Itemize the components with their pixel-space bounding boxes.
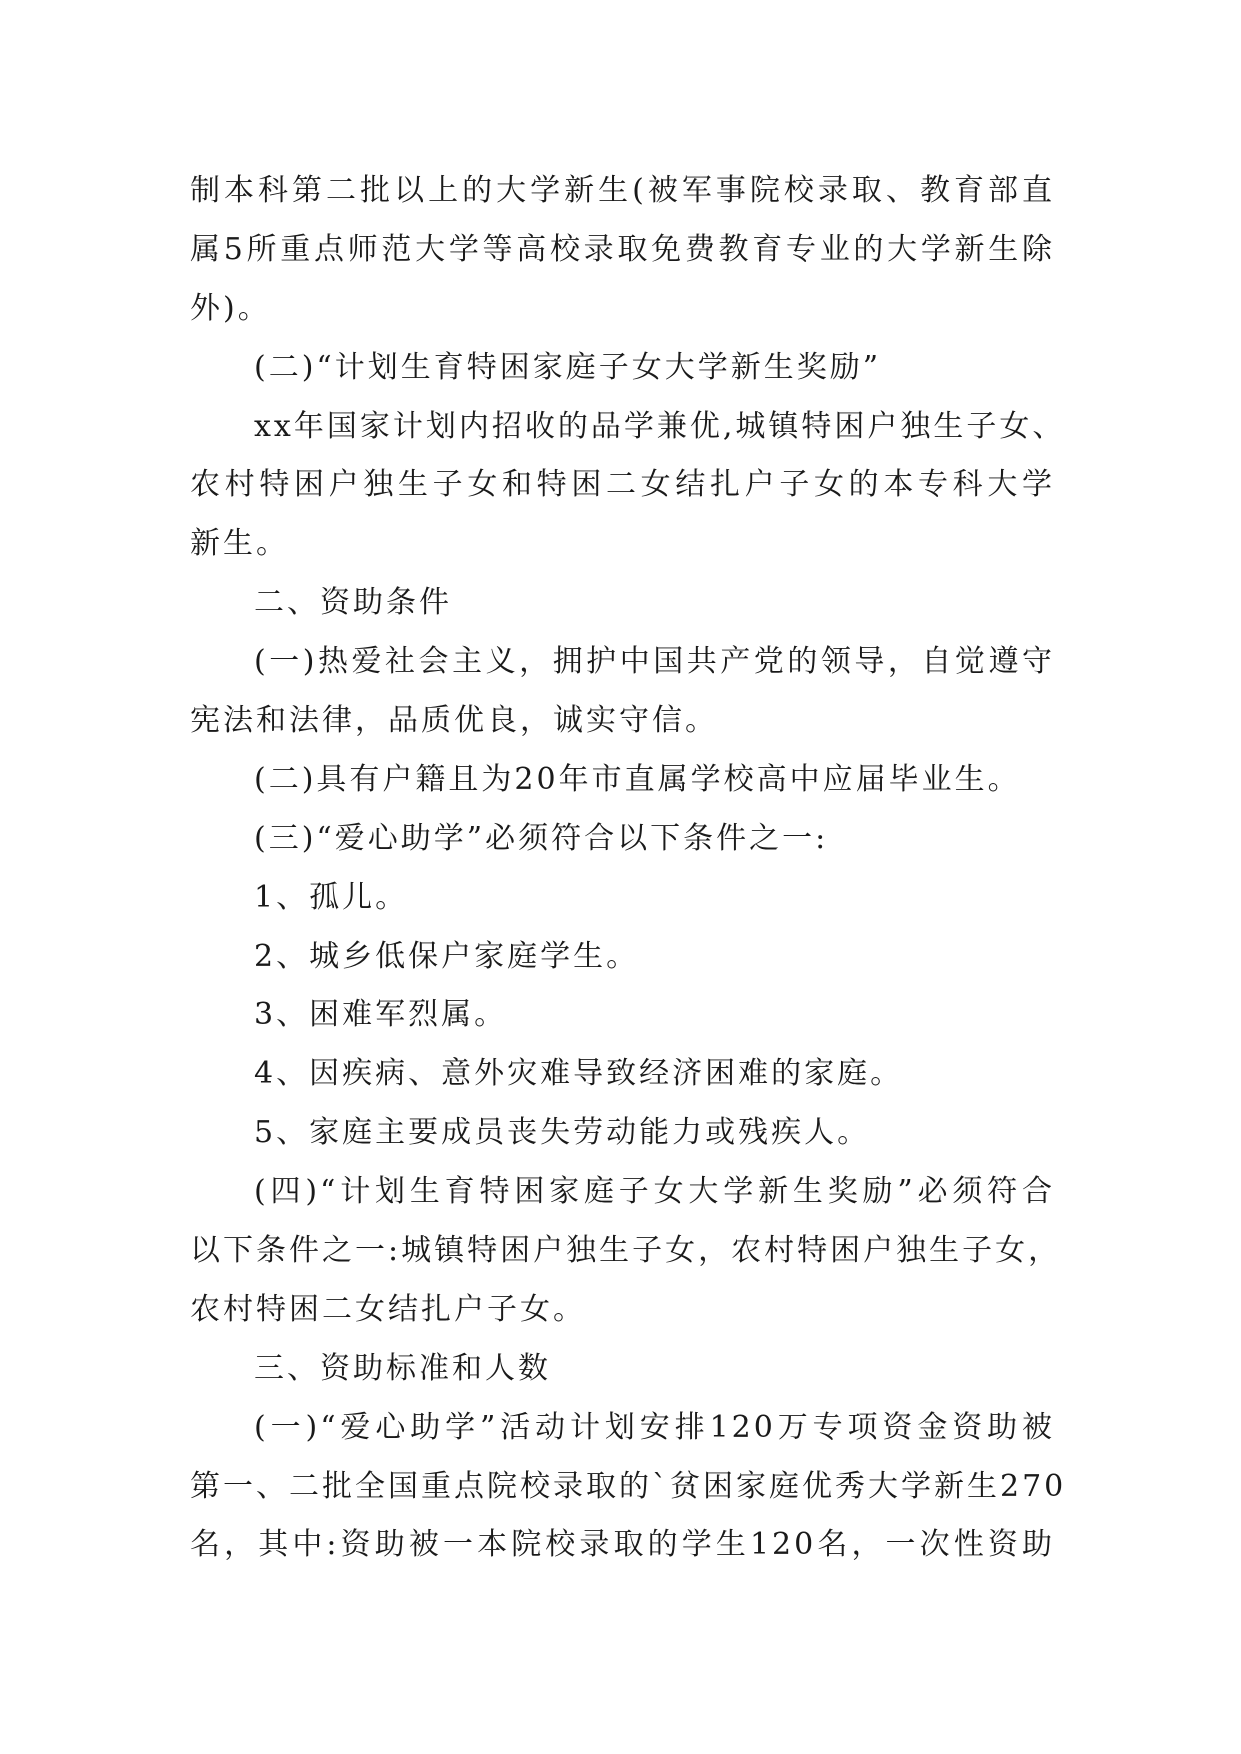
list-item-4: 4、因疾病、意外灾难导致经济困难的家庭。: [254, 1056, 904, 1092]
list-item-5: 5、家庭主要成员丧失劳动能力或残疾人。: [254, 1115, 871, 1151]
list-item-3: 3、困难军烈属。: [254, 997, 508, 1033]
text-line-10: 宪法和法律，品质优良，诚实守信。: [190, 703, 718, 739]
section-heading-2-2: (二)“计划生育特困家庭子女大学新生奖励”: [254, 349, 882, 385]
text-line-24: 名，其中:资助被一本院校录取的学生120名，一次性资助: [190, 1527, 1055, 1563]
body-text: [190, 162, 1067, 1575]
text-line-11: (二)具有户籍且为20年市直属学校高中应届毕业生。: [254, 761, 1021, 797]
text-line-2: 属5所重点师范大学等高校录取免费教育专业的大学新生除: [190, 231, 1055, 267]
text-line-12: (三)“爱心助学”必须符合以下条件之一:: [254, 820, 829, 856]
section-heading-3: 三、资助标准和人数: [254, 1350, 551, 1386]
text-line-7: 新生。: [190, 526, 289, 562]
text-line-19: 以下条件之一:城镇特困户独生子女，农村特困户独生子女，: [190, 1233, 1062, 1269]
text-line-18: (四)“计划生育特困家庭子女大学新生奖励”必须符合: [254, 1174, 1055, 1210]
text-line-22: (一)“爱心助学”活动计划安排120万专项资金资助被: [254, 1409, 1055, 1445]
text-line-23: 第一、二批全国重点院校录取的`贫困家庭优秀大学新生270: [190, 1468, 1067, 1504]
text-line-20: 农村特困二女结扎户子女。: [190, 1291, 586, 1327]
text-line-1: 制本科第二批以上的大学新生(被军事院校录取、教育部直: [190, 173, 1055, 208]
text-line-9: (一)热爱社会主义，拥护中国共产党的领导，自觉遵守: [254, 644, 1055, 680]
section-heading-2: 二、资助条件: [254, 585, 452, 621]
list-item-1: 1、孤儿。: [254, 879, 409, 915]
text-line-3: 外)。: [190, 290, 271, 326]
list-item-2: 2、城乡低保户家庭学生。: [254, 938, 640, 974]
text-line-6: 农村特困户独生子女和特困二女结扎户子女的本专科大学: [190, 467, 1055, 503]
text-line-5: xx年国家计划内招收的品学兼优,城镇特困户独生子女、: [254, 408, 1066, 444]
